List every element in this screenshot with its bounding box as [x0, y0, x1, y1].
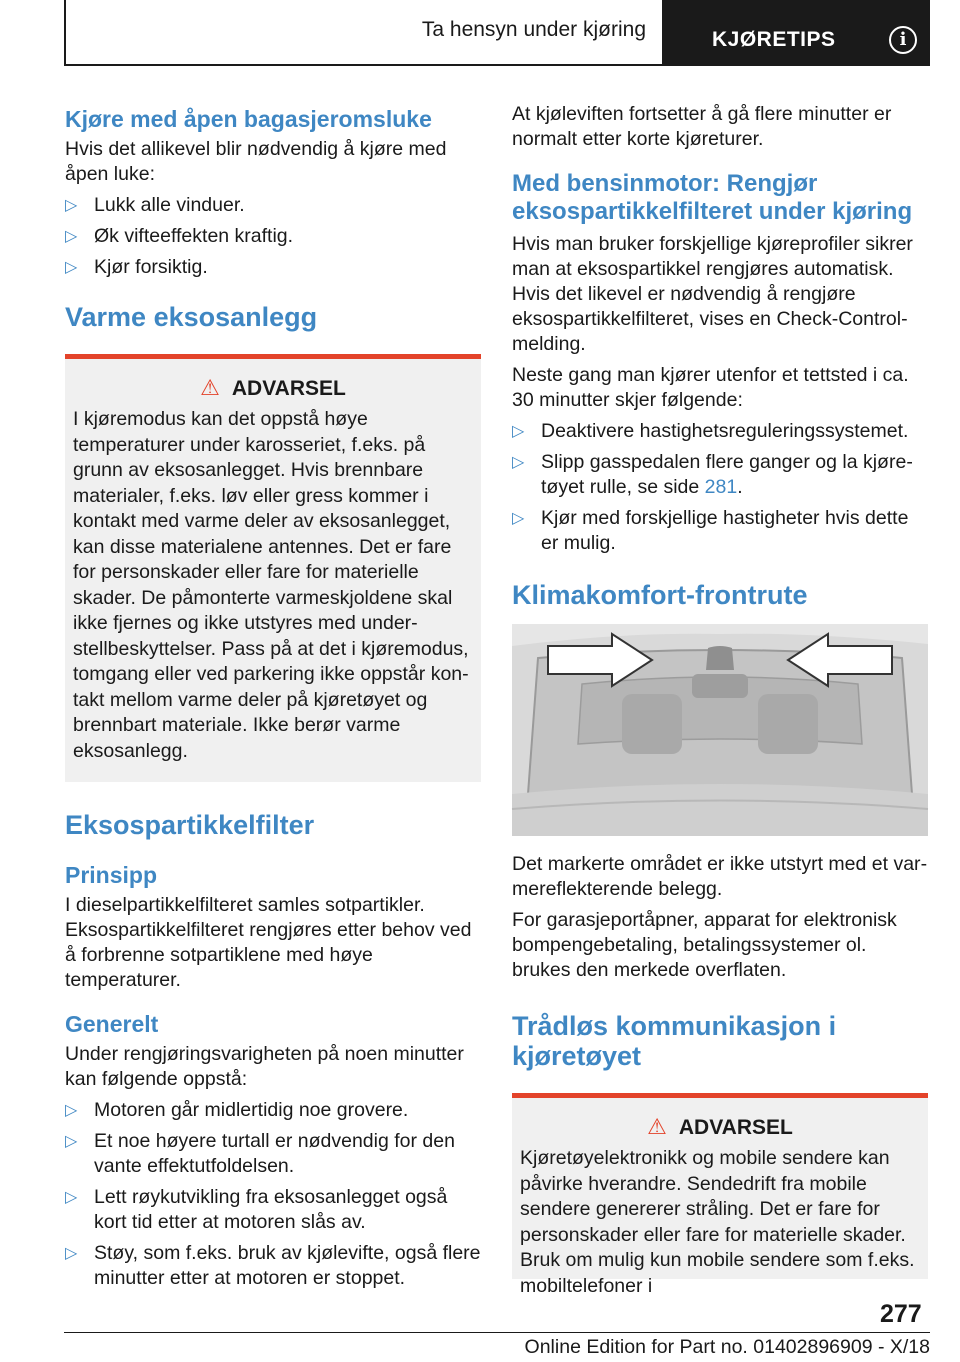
heading-principle: Prinsipp — [65, 862, 158, 888]
paragraph-climate-1: Det markerte området er ikke utstyrt med et varmereflekterende belegg. — [512, 853, 928, 900]
list-item: ▷ Motoren går midlertidig noe grovere. — [65, 1099, 409, 1121]
list-item: ▷ Lett røykutvikling fra eksosanlegget også kort tid etter at motoren slås av. — [65, 1186, 448, 1233]
right-column — [512, 102, 928, 1297]
heading-climate-windscreen: Klimakomfort-frontrute — [512, 580, 808, 610]
list-item: ▷ Slipp gasspedalen flere ganger og la kjøretøyet rulle, se side 281. — [512, 451, 913, 498]
warning-box-wireless — [512, 1093, 928, 1297]
triangle-bullet-icon: ▷ — [65, 1133, 78, 1150]
paragraph-fan: At kjøleviften fortsetter å gå flere minutter er normalt etter korte kjøreturer. — [512, 103, 892, 150]
list-item: ▷ Øk vifteeffekten kraftig. — [65, 225, 294, 247]
triangle-bullet-icon: ▷ — [512, 423, 525, 440]
heading-general: Generelt — [65, 1011, 159, 1037]
left-column — [65, 102, 481, 1297]
paragraph-climate-2: For garasjeportåpner, apparat for elektronisk bompengebetaling, betalingssystemer ol. brukes den merkede overflaten. — [512, 909, 897, 981]
triangle-bullet-icon: ▷ — [65, 259, 78, 276]
paragraph-principle: I dieselpartikkelfilteret samles sotpartikler. Eksospartikkelfilteret rengjøres etter behov ved å forbrenne sotpartiklene med høye temperaturer. — [65, 894, 472, 991]
page-link[interactable]: 281 — [704, 476, 738, 498]
footer-rule — [64, 1332, 930, 1333]
warning-icon: ⚠ — [647, 1114, 667, 1139]
list-item: ▷ Deaktivere hastighetsreguleringssystemet. — [512, 420, 909, 442]
warning-heading: ⚠ ADVARSEL — [200, 375, 346, 400]
paragraph-petrol-2: Neste gang man kjører utenfor et tettsted i ca. 30 minutter skjer følgende: — [512, 364, 909, 411]
heading-hot-exhaust: Varme eksosanlegg — [65, 302, 318, 332]
list-item: ▷ Lukk alle vinduer. — [65, 194, 245, 216]
triangle-bullet-icon: ▷ — [512, 510, 525, 527]
heading-open-trunk: Kjøre med åpen bagasjeromsluke — [65, 106, 432, 132]
triangle-bullet-icon: ▷ — [65, 228, 78, 245]
edition-text: Online Edition for Part no. 01402896909 - X/18 — [524, 1336, 930, 1358]
heading-particle-filter: Eksospartikkelfilter — [65, 810, 315, 840]
triangle-bullet-icon: ▷ — [65, 197, 78, 214]
warning-heading: ⚠ ADVARSEL — [647, 1114, 793, 1139]
warning-text: I kjøremodus kan det oppstå høye temperaturer under karosseriet, f.eks. på grunn av eksosanlegget. Hvis brennbare materialer, f.eks. løv eller gress kommer i kontakt med varme deler av eksosanlegget, kan disse materialene antennes. Det er fare for personskader eller fare for materielle skader. De påmonterte varmeskjoldene skal ikke fjernes og ikke utstyres med understellbeskyttelser. Pass på at det i kjøremodus, tomgang eller ved parkering ikke oppstår kontakt mellom varme deler på kjøretøyet og brennbart materiale. Ikke berør varme eksosanlegg. — [73, 408, 469, 762]
section-title: Ta hensyn under kjøring — [421, 18, 646, 41]
warning-box-exhaust — [65, 354, 481, 782]
general-list — [65, 1098, 481, 1291]
windscreen-illustration — [512, 624, 928, 836]
list-item: ▷ Kjør med forskjellige hastigheter hvis dette er mulig. — [512, 507, 909, 554]
chapter-tab[interactable] — [662, 0, 930, 66]
chapter-label: KJØRETIPS — [712, 28, 836, 51]
triangle-bullet-icon: ▷ — [65, 1189, 78, 1206]
paragraph-general: Under rengjøringsvarigheten på noen minutter kan følgende oppstå: — [65, 1043, 464, 1090]
warning-text: Kjøretøyelektronikk og mobile sendere kan påvirke hverandre. Sendedrift fra mobile sendere genererer stråling. Det er fare for personskader eller fare for materielle skader. Bruk om mulig kun mobile sendere som f.eks. mobiltelefoner i — [520, 1147, 915, 1297]
warning-icon: ⚠ — [200, 375, 220, 400]
list-item: ▷ Et noe høyere turtall er nødvendig for den vante effektutfoldelsen. — [65, 1130, 455, 1177]
paragraph-open-trunk: Hvis det allikevel blir nødvendig å kjøre med åpen luke: — [65, 138, 447, 185]
page-number: 277 — [880, 1300, 922, 1328]
list-item: ▷ Kjør forsiktig. — [65, 256, 208, 278]
triangle-bullet-icon: ▷ — [512, 454, 525, 471]
heading-petrol-filter: Med bensinmotor: Rengjør eksospartikkelfilteret under kjøring — [512, 170, 913, 225]
heading-wireless: Trådløs kommunikasjon i kjøretøyet — [512, 1011, 837, 1071]
triangle-bullet-icon: ▷ — [65, 1245, 78, 1262]
list-item: ▷ Støy, som f.eks. bruk av kjølevifte, også flere minutter etter at motoren er stoppet. — [65, 1242, 481, 1289]
petrol-list — [512, 419, 928, 556]
open-trunk-list — [65, 193, 481, 280]
paragraph-petrol-1: Hvis man bruker forskjellige kjøreprofiler sikrer man at eksospartikkel rengjøres automatisk. Hvis det likevel er nødvendig å rengjøre eksospartikkelfilteret, vises en Check-Control-melding. — [512, 233, 913, 355]
triangle-bullet-icon: ▷ — [65, 1102, 78, 1119]
info-icon[interactable]: i — [889, 26, 917, 54]
